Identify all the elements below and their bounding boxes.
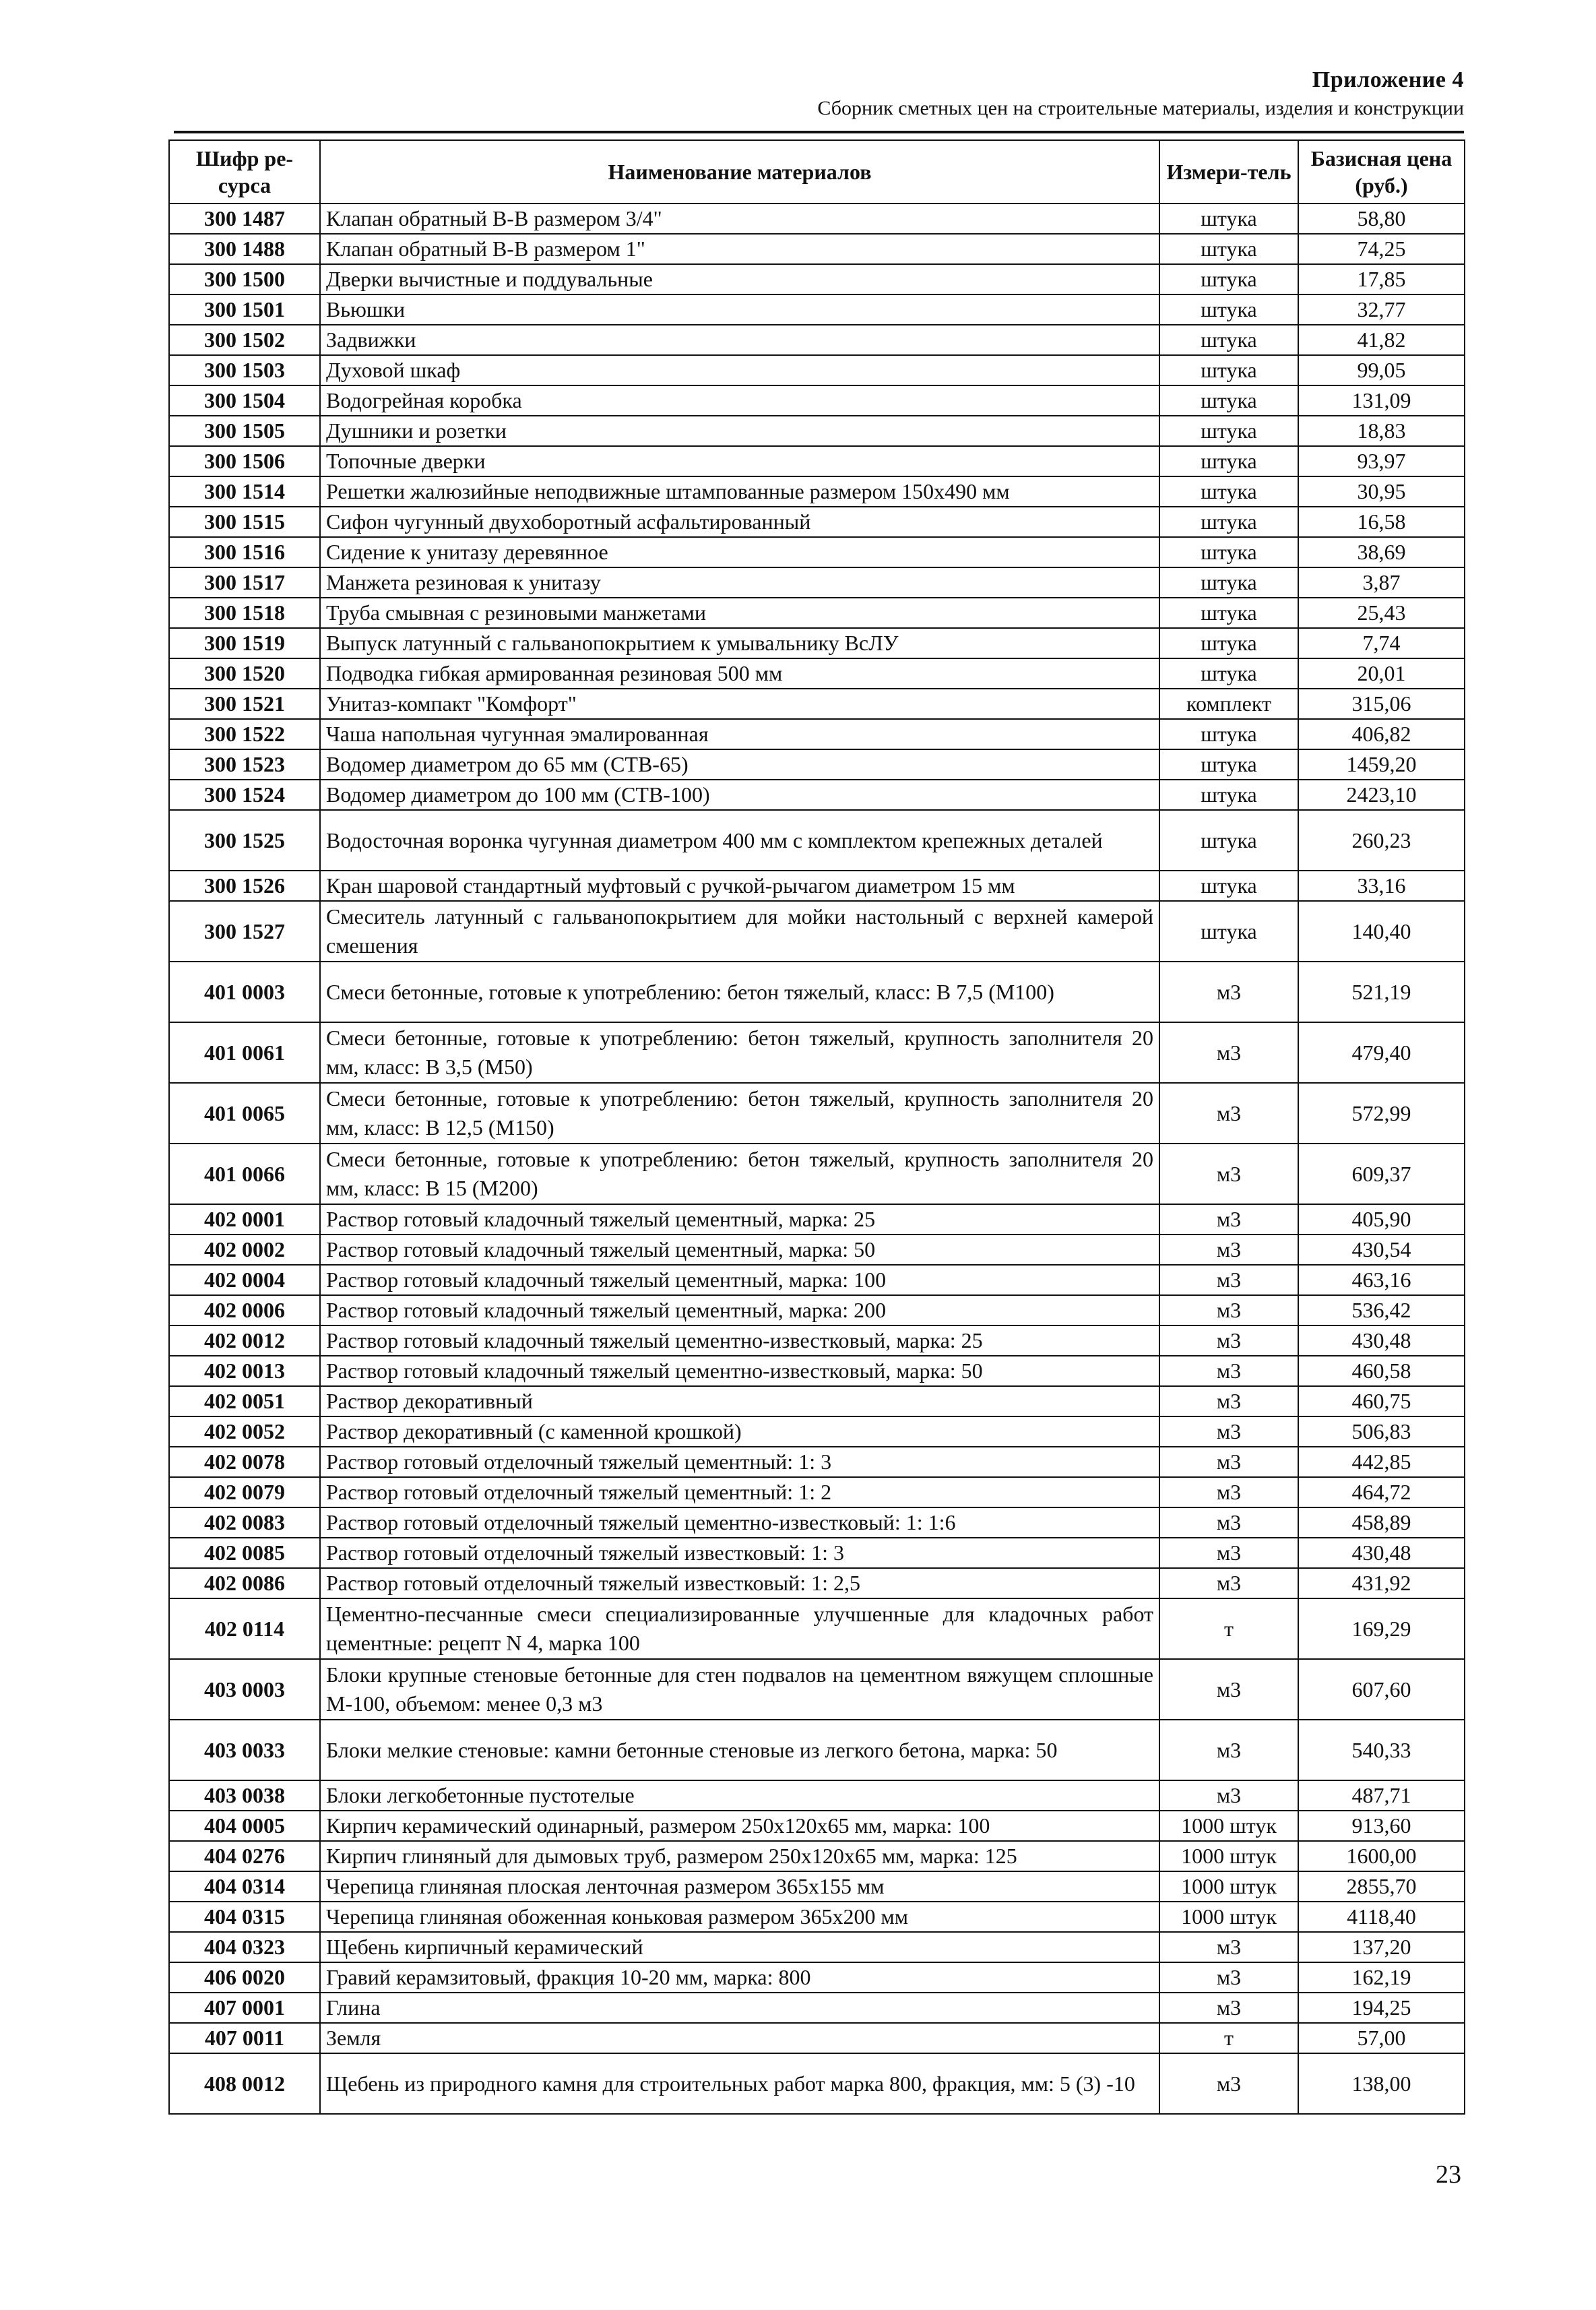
unit-cell: штука: [1159, 628, 1298, 658]
resource-code-cell: 300 1527: [169, 901, 320, 962]
resource-code-cell: 404 0005: [169, 1811, 320, 1841]
unit-cell: м3: [1159, 2053, 1298, 2114]
resource-code-cell: 402 0086: [169, 1568, 320, 1598]
base-price-cell: 536,42: [1298, 1295, 1465, 1325]
resource-code-cell: 403 0033: [169, 1720, 320, 1780]
table-row: [169, 1993, 1465, 2023]
material-name-cell: Смеситель латунный с гальванопокрытием для мойки настольный с верхней камерой смешения: [320, 901, 1159, 962]
table-row: [169, 901, 1465, 962]
table-row: [169, 1386, 1465, 1416]
unit-cell: штука: [1159, 385, 1298, 416]
base-price-cell: 169,29: [1298, 1598, 1465, 1659]
table-row: [169, 1447, 1465, 1477]
table-row: [169, 1720, 1465, 1780]
column-header-unit: Измери-тель: [1159, 140, 1298, 204]
base-price-cell: 315,06: [1298, 689, 1465, 719]
unit-cell: м3: [1159, 1538, 1298, 1568]
table-row: [169, 1144, 1465, 1204]
table-row: [169, 598, 1465, 628]
resource-code-cell: 402 0004: [169, 1265, 320, 1295]
base-price-cell: 137,20: [1298, 1932, 1465, 1962]
base-price-cell: 74,25: [1298, 234, 1465, 264]
resource-code-cell: 406 0020: [169, 1962, 320, 1993]
material-name-cell: Манжета резиновая к унитазу: [320, 567, 1159, 598]
base-price-cell: 460,58: [1298, 1356, 1465, 1386]
unit-cell: м3: [1159, 1265, 1298, 1295]
table-row: [169, 476, 1465, 507]
table-row: [169, 719, 1465, 749]
base-price-cell: 463,16: [1298, 1265, 1465, 1295]
resource-code-cell: 300 1525: [169, 810, 320, 871]
material-name-cell: Раствор готовый кладочный тяжелый цементно-известковый, марка: 25: [320, 1325, 1159, 1356]
resource-code-cell: 402 0001: [169, 1204, 320, 1235]
resource-code-cell: 300 1523: [169, 749, 320, 780]
table-row: [169, 325, 1465, 355]
base-price-cell: 405,90: [1298, 1204, 1465, 1235]
material-name-cell: Клапан обратный В-В размером 1": [320, 234, 1159, 264]
base-price-cell: 609,37: [1298, 1144, 1465, 1204]
material-name-cell: Глина: [320, 1993, 1159, 2023]
material-name-cell: Топочные дверки: [320, 446, 1159, 476]
base-price-cell: 540,33: [1298, 1720, 1465, 1780]
unit-cell: м3: [1159, 1659, 1298, 1720]
table-row: [169, 1659, 1465, 1720]
resource-code-cell: 402 0051: [169, 1386, 320, 1416]
table-row: [169, 446, 1465, 476]
base-price-cell: 33,16: [1298, 871, 1465, 901]
resource-code-cell: 402 0085: [169, 1538, 320, 1568]
base-price-cell: 131,09: [1298, 385, 1465, 416]
unit-cell: м3: [1159, 1356, 1298, 1386]
unit-cell: м3: [1159, 962, 1298, 1022]
material-name-cell: Сидение к унитазу деревянное: [320, 537, 1159, 567]
material-name-cell: Дверки вычистные и поддувальные: [320, 264, 1159, 294]
material-name-cell: Водомер диаметром до 100 мм (СТВ-100): [320, 780, 1159, 810]
unit-cell: м3: [1159, 1568, 1298, 1598]
header-rule: [174, 131, 1464, 133]
table-row: [169, 1780, 1465, 1811]
base-price-cell: 4118,40: [1298, 1902, 1465, 1932]
unit-cell: штука: [1159, 537, 1298, 567]
base-price-cell: 18,83: [1298, 416, 1465, 446]
base-price-cell: 32,77: [1298, 294, 1465, 325]
material-name-cell: Унитаз-компакт "Комфорт": [320, 689, 1159, 719]
table-row: [169, 1022, 1465, 1083]
unit-cell: 1000 штук: [1159, 1871, 1298, 1902]
material-name-cell: Смеси бетонные, готовые к употреблению: бетон тяжелый, крупность заполнителя 20 мм, класс: В 15 (М200): [320, 1144, 1159, 1204]
resource-code-cell: 404 0323: [169, 1932, 320, 1962]
unit-cell: м3: [1159, 1022, 1298, 1083]
unit-cell: штука: [1159, 901, 1298, 962]
table-row: [169, 1477, 1465, 1507]
base-price-cell: 913,60: [1298, 1811, 1465, 1841]
unit-cell: м3: [1159, 1083, 1298, 1144]
unit-cell: м3: [1159, 1386, 1298, 1416]
resource-code-cell: 300 1504: [169, 385, 320, 416]
base-price-cell: 30,95: [1298, 476, 1465, 507]
base-price-cell: 430,54: [1298, 1235, 1465, 1265]
unit-cell: 1000 штук: [1159, 1841, 1298, 1871]
table-row: [169, 658, 1465, 689]
material-name-cell: Духовой шкаф: [320, 355, 1159, 385]
base-price-cell: 607,60: [1298, 1659, 1465, 1720]
materials-price-table: [168, 139, 1465, 2115]
base-price-cell: 16,58: [1298, 507, 1465, 537]
table-row: [169, 1811, 1465, 1841]
base-price-cell: 2423,10: [1298, 780, 1465, 810]
base-price-cell: 20,01: [1298, 658, 1465, 689]
resource-code-cell: 402 0013: [169, 1356, 320, 1386]
table-row: [169, 1325, 1465, 1356]
resource-code-cell: 402 0052: [169, 1416, 320, 1447]
unit-cell: м3: [1159, 1204, 1298, 1235]
base-price-cell: 1459,20: [1298, 749, 1465, 780]
unit-cell: штука: [1159, 325, 1298, 355]
table-row: [169, 1204, 1465, 1235]
material-name-cell: Черепица глиняная плоская ленточная размером 365х155 мм: [320, 1871, 1159, 1902]
unit-cell: м3: [1159, 1235, 1298, 1265]
material-name-cell: Труба смывная с резиновыми манжетами: [320, 598, 1159, 628]
resource-code-cell: 407 0011: [169, 2023, 320, 2053]
table-row: [169, 234, 1465, 264]
table-row: [169, 1295, 1465, 1325]
table-row: [169, 1841, 1465, 1871]
base-price-cell: 1600,00: [1298, 1841, 1465, 1871]
unit-cell: м3: [1159, 1780, 1298, 1811]
base-price-cell: 93,97: [1298, 446, 1465, 476]
unit-cell: м3: [1159, 1962, 1298, 1993]
unit-cell: м3: [1159, 1477, 1298, 1507]
column-header-price: Базисная цена (руб.): [1298, 140, 1465, 204]
table-row: [169, 1932, 1465, 1962]
unit-cell: м3: [1159, 1295, 1298, 1325]
table-row: [169, 507, 1465, 537]
resource-code-cell: 404 0314: [169, 1871, 320, 1902]
resource-code-cell: 401 0003: [169, 962, 320, 1022]
resource-code-cell: 300 1516: [169, 537, 320, 567]
table-row: [169, 962, 1465, 1022]
base-price-cell: 7,74: [1298, 628, 1465, 658]
unit-cell: штука: [1159, 204, 1298, 234]
resource-code-cell: 300 1520: [169, 658, 320, 689]
unit-cell: м3: [1159, 1932, 1298, 1962]
material-name-cell: Блоки крупные стеновые бетонные для стен подвалов на цементном вяжущем сплошные М-100, объемом: менее 0,3 м3: [320, 1659, 1159, 1720]
unit-cell: т: [1159, 2023, 1298, 2053]
table-row: [169, 780, 1465, 810]
base-price-cell: 38,69: [1298, 537, 1465, 567]
resource-code-cell: 402 0114: [169, 1598, 320, 1659]
table-row: [169, 2023, 1465, 2053]
unit-cell: штука: [1159, 598, 1298, 628]
resource-code-cell: 407 0001: [169, 1993, 320, 2023]
table-row: [169, 416, 1465, 446]
material-name-cell: Кирпич глиняный для дымовых труб, размером 250х120х65 мм, марка: 125: [320, 1841, 1159, 1871]
resource-code-cell: 300 1487: [169, 204, 320, 234]
material-name-cell: Клапан обратный В-В размером 3/4": [320, 204, 1159, 234]
resource-code-cell: 300 1503: [169, 355, 320, 385]
unit-cell: штука: [1159, 234, 1298, 264]
table-row: [169, 1902, 1465, 1932]
material-name-cell: Раствор декоративный: [320, 1386, 1159, 1416]
resource-code-cell: 401 0061: [169, 1022, 320, 1083]
material-name-cell: Кирпич керамический одинарный, размером 250х120х65 мм, марка: 100: [320, 1811, 1159, 1841]
base-price-cell: 430,48: [1298, 1325, 1465, 1356]
unit-cell: м3: [1159, 1447, 1298, 1477]
resource-code-cell: 403 0038: [169, 1780, 320, 1811]
resource-code-cell: 300 1524: [169, 780, 320, 810]
resource-code-cell: 300 1501: [169, 294, 320, 325]
base-price-cell: 162,19: [1298, 1962, 1465, 1993]
base-price-cell: 464,72: [1298, 1477, 1465, 1507]
base-price-cell: 406,82: [1298, 719, 1465, 749]
resource-code-cell: 408 0012: [169, 2053, 320, 2114]
base-price-cell: 3,87: [1298, 567, 1465, 598]
unit-cell: м3: [1159, 1144, 1298, 1204]
material-name-cell: Раствор готовый кладочный тяжелый цементный, марка: 100: [320, 1265, 1159, 1295]
unit-cell: штука: [1159, 567, 1298, 598]
unit-cell: м3: [1159, 1720, 1298, 1780]
material-name-cell: Раствор готовый кладочный тяжелый цементный, марка: 200: [320, 1295, 1159, 1325]
material-name-cell: Водосточная воронка чугунная диаметром 400 мм с комплектом крепежных деталей: [320, 810, 1159, 871]
material-name-cell: Блоки мелкие стеновые: камни бетонные стеновые из легкого бетона, марка: 50: [320, 1720, 1159, 1780]
base-price-cell: 57,00: [1298, 2023, 1465, 2053]
material-name-cell: Чаша напольная чугунная эмалированная: [320, 719, 1159, 749]
resource-code-cell: 300 1488: [169, 234, 320, 264]
material-name-cell: Щебень кирпичный керамический: [320, 1932, 1159, 1962]
base-price-cell: 479,40: [1298, 1022, 1465, 1083]
unit-cell: комплект: [1159, 689, 1298, 719]
table-row: [169, 1568, 1465, 1598]
unit-cell: штука: [1159, 810, 1298, 871]
unit-cell: штука: [1159, 871, 1298, 901]
resource-code-cell: 300 1521: [169, 689, 320, 719]
material-name-cell: Выпуск латунный с гальванопокрытием к умывальнику ВсЛУ: [320, 628, 1159, 658]
resource-code-cell: 401 0065: [169, 1083, 320, 1144]
resource-code-cell: 300 1506: [169, 446, 320, 476]
table-row: [169, 749, 1465, 780]
resource-code-cell: 300 1514: [169, 476, 320, 507]
material-name-cell: Сифон чугунный двухоборотный асфальтированный: [320, 507, 1159, 537]
base-price-cell: 140,40: [1298, 901, 1465, 962]
resource-code-cell: 300 1517: [169, 567, 320, 598]
unit-cell: штука: [1159, 476, 1298, 507]
resource-code-cell: 300 1518: [169, 598, 320, 628]
base-price-cell: 430,48: [1298, 1538, 1465, 1568]
material-name-cell: Раствор готовый кладочный тяжелый цементный, марка: 50: [320, 1235, 1159, 1265]
resource-code-cell: 402 0012: [169, 1325, 320, 1356]
base-price-cell: 25,43: [1298, 598, 1465, 628]
unit-cell: т: [1159, 1598, 1298, 1659]
material-name-cell: Раствор готовый отделочный тяжелый известковый: 1: 3: [320, 1538, 1159, 1568]
base-price-cell: 99,05: [1298, 355, 1465, 385]
base-price-cell: 506,83: [1298, 1416, 1465, 1447]
material-name-cell: Раствор готовый кладочный тяжелый цементно-известковый, марка: 50: [320, 1356, 1159, 1386]
material-name-cell: Раствор готовый отделочный тяжелый цементный: 1: 2: [320, 1477, 1159, 1507]
table-row: [169, 1265, 1465, 1295]
table-row: [169, 689, 1465, 719]
table-row: [169, 1962, 1465, 1993]
table-row: [169, 264, 1465, 294]
material-name-cell: Раствор готовый отделочный тяжелый цементный: 1: 3: [320, 1447, 1159, 1477]
table-row: [169, 567, 1465, 598]
material-name-cell: Вьюшки: [320, 294, 1159, 325]
base-price-cell: 17,85: [1298, 264, 1465, 294]
base-price-cell: 58,80: [1298, 204, 1465, 234]
resource-code-cell: 403 0003: [169, 1659, 320, 1720]
unit-cell: штука: [1159, 507, 1298, 537]
table-row: [169, 628, 1465, 658]
unit-cell: штука: [1159, 446, 1298, 476]
table-row: [169, 1538, 1465, 1568]
unit-cell: штука: [1159, 355, 1298, 385]
unit-cell: штука: [1159, 658, 1298, 689]
table-body: [169, 204, 1465, 2114]
base-price-cell: 460,75: [1298, 1386, 1465, 1416]
base-price-cell: 41,82: [1298, 325, 1465, 355]
unit-cell: м3: [1159, 1325, 1298, 1356]
unit-cell: штука: [1159, 749, 1298, 780]
resource-code-cell: 404 0276: [169, 1841, 320, 1871]
base-price-cell: 572,99: [1298, 1083, 1465, 1144]
table-row: [169, 1416, 1465, 1447]
base-price-cell: 487,71: [1298, 1780, 1465, 1811]
material-name-cell: Смеси бетонные, готовые к употреблению: бетон тяжелый, класс: В 7,5 (М100): [320, 962, 1159, 1022]
resource-code-cell: 300 1519: [169, 628, 320, 658]
material-name-cell: Блоки легкобетонные пустотелые: [320, 1780, 1159, 1811]
resource-code-cell: 300 1505: [169, 416, 320, 446]
material-name-cell: Кран шаровой стандартный муфтовый с ручкой-рычагом диаметром 15 мм: [320, 871, 1159, 901]
base-price-cell: 521,19: [1298, 962, 1465, 1022]
table-row: [169, 1356, 1465, 1386]
resource-code-cell: 300 1500: [169, 264, 320, 294]
unit-cell: штука: [1159, 780, 1298, 810]
material-name-cell: Щебень из природного камня для строительных работ марка 800, фракция, мм: 5 (3) -10: [320, 2053, 1159, 2114]
unit-cell: штука: [1159, 719, 1298, 749]
resource-code-cell: 300 1522: [169, 719, 320, 749]
unit-cell: м3: [1159, 1507, 1298, 1538]
material-name-cell: Решетки жалюзийные неподвижные штампованные размером 150х490 мм: [320, 476, 1159, 507]
unit-cell: м3: [1159, 1993, 1298, 2023]
resource-code-cell: 402 0002: [169, 1235, 320, 1265]
base-price-cell: 442,85: [1298, 1447, 1465, 1477]
material-name-cell: Водомер диаметром до 65 мм (СТВ-65): [320, 749, 1159, 780]
unit-cell: штука: [1159, 294, 1298, 325]
unit-cell: штука: [1159, 416, 1298, 446]
table-header-row: [169, 140, 1465, 204]
table-row: [169, 810, 1465, 871]
base-price-cell: 194,25: [1298, 1993, 1465, 2023]
table-row: [169, 204, 1465, 234]
resource-code-cell: 402 0079: [169, 1477, 320, 1507]
resource-code-cell: 300 1526: [169, 871, 320, 901]
table-row: [169, 1507, 1465, 1538]
resource-code-cell: 300 1502: [169, 325, 320, 355]
table-row: [169, 1235, 1465, 1265]
material-name-cell: Земля: [320, 2023, 1159, 2053]
column-header-name: Наименование материалов: [320, 140, 1159, 204]
table-row: [169, 385, 1465, 416]
appendix-label: Приложение 4: [1312, 67, 1464, 92]
column-header-code: Шифр ре-сурса: [169, 140, 320, 204]
base-price-cell: 431,92: [1298, 1568, 1465, 1598]
base-price-cell: 2855,70: [1298, 1871, 1465, 1902]
material-name-cell: Смеси бетонные, готовые к употреблению: бетон тяжелый, крупность заполнителя 20 мм, класс: В 3,5 (М50): [320, 1022, 1159, 1083]
page-header: [817, 67, 1464, 120]
material-name-cell: Водогрейная коробка: [320, 385, 1159, 416]
material-name-cell: Раствор готовый отделочный тяжелый цементно-известковый: 1: 1:6: [320, 1507, 1159, 1538]
table-row: [169, 355, 1465, 385]
base-price-cell: 260,23: [1298, 810, 1465, 871]
table-row: [169, 294, 1465, 325]
unit-cell: штука: [1159, 264, 1298, 294]
resource-code-cell: 402 0078: [169, 1447, 320, 1477]
material-name-cell: Задвижки: [320, 325, 1159, 355]
table-row: [169, 1871, 1465, 1902]
material-name-cell: Гравий керамзитовый, фракция 10-20 мм, марка: 800: [320, 1962, 1159, 1993]
resource-code-cell: 402 0006: [169, 1295, 320, 1325]
unit-cell: 1000 штук: [1159, 1902, 1298, 1932]
resource-code-cell: 300 1515: [169, 507, 320, 537]
material-name-cell: Раствор готовый отделочный тяжелый известковый: 1: 2,5: [320, 1568, 1159, 1598]
unit-cell: м3: [1159, 1416, 1298, 1447]
base-price-cell: 138,00: [1298, 2053, 1465, 2114]
material-name-cell: Раствор готовый кладочный тяжелый цементный, марка: 25: [320, 1204, 1159, 1235]
collection-title: Сборник сметных цен на строительные материалы, изделия и конструкции: [817, 97, 1464, 119]
table-row: [169, 1598, 1465, 1659]
table-row: [169, 1083, 1465, 1144]
table-row: [169, 2053, 1465, 2114]
table-row: [169, 871, 1465, 901]
table-row: [169, 537, 1465, 567]
material-name-cell: Черепица глиняная обоженная коньковая размером 365х200 мм: [320, 1902, 1159, 1932]
material-name-cell: Душники и розетки: [320, 416, 1159, 446]
material-name-cell: Раствор декоративный (с каменной крошкой): [320, 1416, 1159, 1447]
material-name-cell: Смеси бетонные, готовые к употреблению: бетон тяжелый, крупность заполнителя 20 мм, класс: В 12,5 (М150): [320, 1083, 1159, 1144]
resource-code-cell: 404 0315: [169, 1902, 320, 1932]
resource-code-cell: 402 0083: [169, 1507, 320, 1538]
base-price-cell: 458,89: [1298, 1507, 1465, 1538]
material-name-cell: Цементно-песчанные смеси специализированные улучшенные для кладочных работ цементные: рецепт N 4, марка 100: [320, 1598, 1159, 1659]
resource-code-cell: 401 0066: [169, 1144, 320, 1204]
material-name-cell: Подводка гибкая армированная резиновая 500 мм: [320, 658, 1159, 689]
page-number: 23: [1436, 2160, 1461, 2189]
unit-cell: 1000 штук: [1159, 1811, 1298, 1841]
